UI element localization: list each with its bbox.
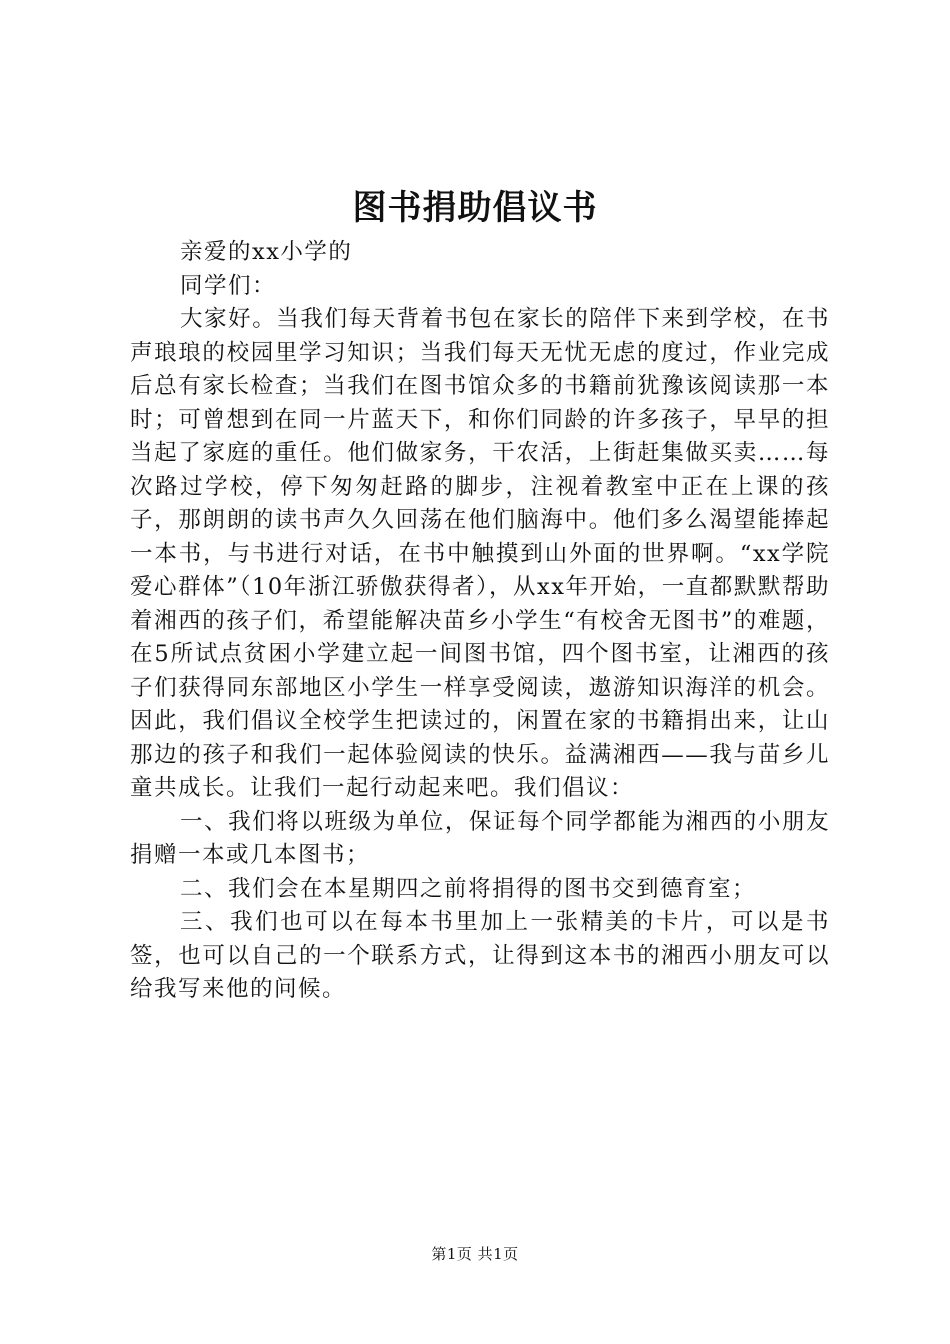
- document-title: 图书捐助倡议书: [352, 188, 598, 228]
- proposal-item: 三、我们也可以在每本书里加上一张精美的卡片，可以是书签，也可以自己的一个联系方式，让得到这本书的湘西小朋友可以给我写来他的问候。: [130, 909, 830, 1002]
- salutation-line: 同学们：: [180, 272, 277, 299]
- page-footer: 第1页 共1页: [431, 1245, 519, 1263]
- proposal-item: 二、我们会在本星期四之前将捐得的图书交到德育室；: [180, 875, 757, 902]
- salutation-line: 亲爱的xx小学的: [180, 239, 353, 265]
- document-body: [130, 236, 830, 1007]
- body-paragraph: 大家好。当我们每天背着书包在家长的陪伴下来到学校，在书声琅琅的校园里学习知识；当我们每天无忧无虑的度过，作业完成后总有家长检查；当我们在图书馆众多的书籍前犹豫该阅读那一本时；可曾想到在同一片蓝天下，和你们同龄的许多孩子，早早的担当起了家庭的重任。他们做家务，干农活，上街赶集做买卖……每次路过学校，停下匆匆赶路的脚步，注视着教室中正在上课的孩子，那朗朗的读书声久久回荡在他们脑海中。他们多么渴望能捧起一本书，与书进行对话，在书中触摸到山外面的世界啊。“xx学院爱心群体”（10年浙江骄傲获得者），从xx年开始，一直都默默帮助着湘西的孩子们，希望能解决苗乡小学生“有校舍无图书”的难题，在5所试点贫困小学建立起一间图书馆，四个图书室，让湘西的孩子们获得同东部地区小学生一样享受阅读，遨游知识海洋的机会。因此，我们倡议全校学生把读过的，闲置在家的书籍捐出来，让山那边的孩子和我们一起体验阅读的快乐。益满湘西——我与苗乡儿童共成长。让我们一起行动起来吧。我们倡议：: [130, 306, 830, 801]
- proposal-item: 一、我们将以班级为单位，保证每个同学都能为湘西的小朋友捐赠一本或几本图书；: [130, 808, 830, 868]
